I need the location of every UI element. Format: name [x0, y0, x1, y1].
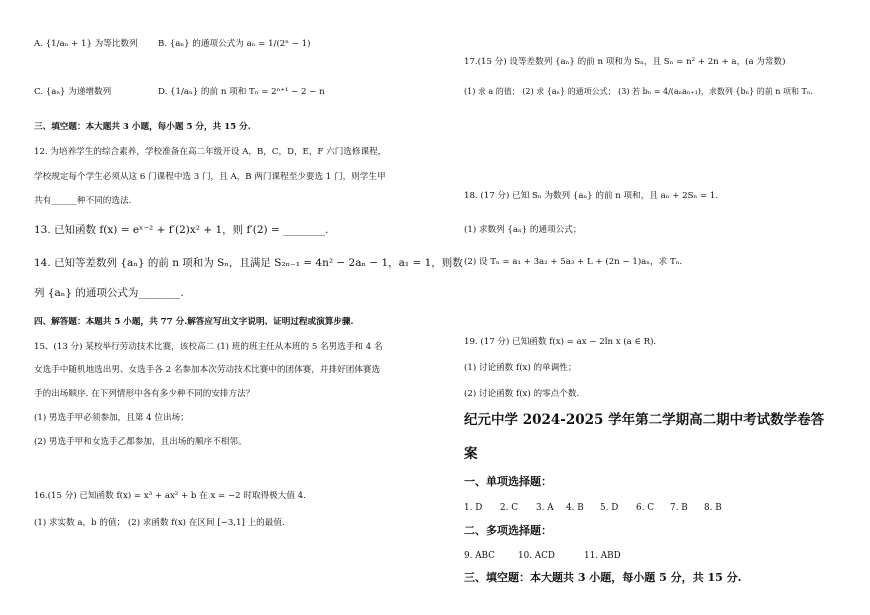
question-16-line-2: (1) 求实数 a，b 的值； (2) 求函数 f(x) 在区间 [−3,1] 上的最值.	[34, 518, 285, 528]
question-17-line-1: 17.(15 分) 设等差数列 {aₙ} 的前 n 项和为 Sₙ，且 Sₙ = n² + 2n + a，(a 为常数)	[464, 57, 786, 67]
question-19-part-1: (1) 讨论函数 f(x) 的单调性；	[464, 363, 577, 373]
question-18-line-1: 18. (17 分) 已知 Sₙ 为数列 {aₙ} 的前 n 项和，且 aₙ + 2Sₙ = 1.	[464, 191, 719, 201]
question-12-line-3: 共有______种不同的选法.	[34, 196, 132, 206]
question-15-part-2: (2) 男选手甲和女选手乙都参加，且出场的顺序不相邻。	[34, 437, 247, 447]
answer-key-title-line-1: 纪元中学 2024-2025 学年第二学期高二期中考试数学卷答	[464, 412, 825, 428]
answer-section-1-heading: 一、单项选择题：	[464, 475, 552, 488]
section-3-heading: 三、填空题：本大题共 3 小题，每小题 5 分，共 15 分.	[34, 122, 251, 132]
answer-section-3-heading: 三、填空题：本大题共 3 小题，每小题 5 分，共 15 分.	[464, 571, 742, 584]
question-12-line-1: 12. 为培养学生的综合素养，学校准备在高二年级开设 A，B，C，D，E，F 六门选修课程，	[34, 147, 387, 157]
answer-item: 10. ACD	[518, 551, 555, 561]
question-19-line-1: 19. (17 分) 已知函数 f(x) = ax − 2ln x (a ∈ R).	[464, 337, 657, 347]
question-16-line-1: 16.(15 分) 已知函数 f(x) = x³ + ax² + b 在 x = −2 时取得极大值 4.	[34, 491, 306, 501]
answer-item: 11. ABD	[584, 551, 621, 561]
answer-item: 4. B	[566, 503, 584, 513]
question-18-part-1: (1) 求数列 {aₙ} 的通项公式；	[464, 225, 582, 235]
answer-item: 3. A	[536, 503, 554, 513]
answer-item: 6. C	[636, 503, 654, 513]
question-15-part-1: (1) 男选手甲必须参加，且第 4 位出场；	[34, 413, 189, 423]
question-19-part-2: (2) 讨论函数 f(x) 的零点个数.	[464, 389, 580, 399]
question-13: 13. 已知函数 f(x) = eˣ⁻² + f′(2)x² + 1，则 f′(2) = ________.	[34, 224, 329, 236]
answer-item: 1. D	[464, 503, 483, 513]
question-12-line-2: 学校规定每个学生必须从这 6 门课程中选 3 门，且 A，B 两门课程至少要选 1 门，则学生甲	[34, 172, 386, 182]
question-14-line-1: 14. 已知等差数列 {aₙ} 的前 n 项和为 Sₙ，且满足 S₂ₙ₋₁ = 4n² − 2aₙ − 1，a₁ = 1，则数	[34, 257, 463, 269]
option-a: A. {1/aₙ + 1} 为等比数列	[34, 39, 138, 49]
question-14-line-2: 列 {aₙ} 的通项公式为________.	[34, 287, 184, 299]
answer-section-2-heading: 二、多项选择题：	[464, 524, 552, 537]
section-4-heading: 四、解答题：本题共 5 小题，共 77 分.解答应写出文字说明、证明过程或演算步骤.	[34, 317, 354, 327]
answer-item: 7. B	[670, 503, 688, 513]
answer-item: 9. ABC	[464, 551, 495, 561]
answer-item: 2. C	[500, 503, 518, 513]
question-15-line-1: 15、(13 分) 某校举行劳动技术比赛，该校高二 (1) 班的班主任从本班的 5 名男选手和 4 名	[34, 342, 383, 352]
option-c: C. {aₙ} 为递增数列	[34, 87, 112, 97]
question-15-line-3: 手的出场顺序. 在下列情形中各有多少种不同的安排方法？	[34, 389, 255, 399]
answer-item: 5. D	[600, 503, 619, 513]
answer-section-2-list	[464, 550, 634, 562]
option-d: D. {1/aₙ} 的前 n 项和 Tₙ = 2ⁿ⁺¹ − 2 − n	[158, 87, 325, 97]
question-18-part-2: (2) 设 Tₙ = a₁ + 3a₂ + 5a₃ + L + (2n − 1)aₙ，求 Tₙ.	[464, 257, 683, 267]
answer-section-1-list	[464, 502, 734, 514]
answer-key-title-line-2: 案	[464, 446, 478, 462]
answer-item: 8. B	[704, 503, 722, 513]
question-15-line-2: 女选手中随机地选出男、女选手各 2 名参加本次劳动技术比赛中的团体赛，并排好团体赛选	[34, 365, 381, 375]
option-b: B. {aₙ} 的通项公式为 aₙ = 1/(2ⁿ − 1)	[158, 39, 311, 49]
question-17-line-2: (1) 求 a 的值； (2) 求 {aₙ} 的通项公式； (3) 若 bₙ = 4/(aₙaₙ₊₁)，求数列 {bₙ} 的前 n 项和 Tₙ.	[464, 87, 813, 96]
